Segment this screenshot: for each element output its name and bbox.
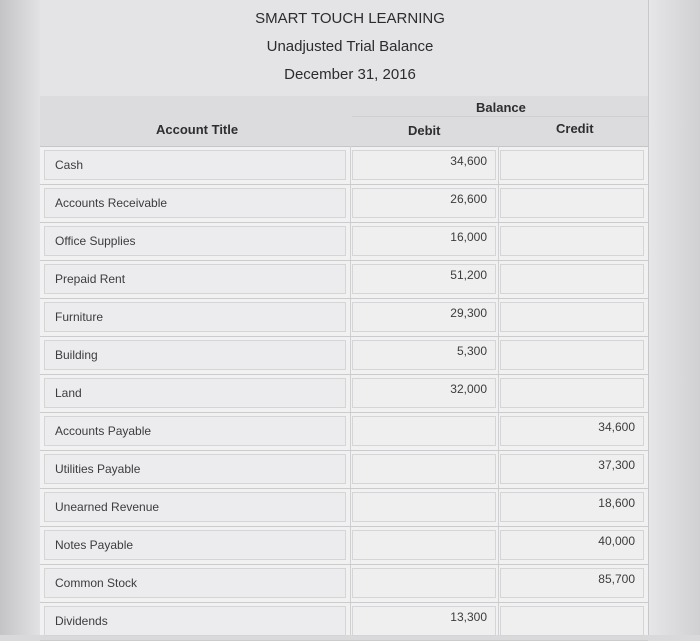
table-row: [40, 602, 648, 641]
credit-cell[interactable]: [500, 302, 644, 332]
table-row: [40, 450, 648, 489]
debit-cell[interactable]: [352, 378, 496, 408]
debit-cell[interactable]: [352, 264, 496, 294]
account-title-text: Accounts Receivable: [55, 196, 168, 210]
debit-amount: 13,300: [450, 610, 487, 624]
account-title-text: Common Stock: [55, 576, 138, 590]
credit-amount: 37,300: [598, 458, 635, 472]
credit-cell[interactable]: [500, 416, 644, 446]
credit-cell[interactable]: [500, 264, 644, 294]
table-row: [40, 564, 648, 603]
debit-cell[interactable]: [352, 454, 496, 484]
credit-cell[interactable]: [500, 226, 644, 256]
report-name: Unadjusted Trial Balance: [266, 38, 434, 55]
credit-amount: 18,600: [598, 496, 635, 510]
debit-amount: 16,000: [450, 230, 487, 244]
table-row: [40, 374, 648, 413]
credit-cell[interactable]: [500, 530, 644, 560]
table-row: [40, 222, 648, 261]
table-row: [40, 260, 648, 299]
debit-amount: 34,600: [450, 154, 487, 168]
debit-amount: 51,200: [450, 268, 487, 282]
debit-cell[interactable]: [352, 530, 496, 560]
account-title-text: Office Supplies: [55, 234, 136, 248]
account-title-text: Accounts Payable: [55, 424, 152, 438]
account-title-cell[interactable]: [44, 568, 346, 598]
account-title-cell[interactable]: [44, 264, 346, 294]
debit-amount: 29,300: [450, 306, 487, 320]
account-title-cell[interactable]: [44, 226, 346, 256]
account-title-text: Furniture: [55, 310, 104, 324]
credit-amount: 85,700: [598, 572, 635, 586]
credit-cell[interactable]: [500, 378, 644, 408]
table-row: [40, 184, 648, 223]
debit-cell[interactable]: [352, 150, 496, 180]
credit-cell[interactable]: [500, 492, 644, 522]
table-row: [40, 336, 648, 375]
debit-amount: 5,300: [456, 344, 487, 358]
debit-cell[interactable]: [352, 492, 496, 522]
debit-cell[interactable]: [352, 302, 496, 332]
debit-cell[interactable]: [352, 606, 496, 636]
account-title-text: Building: [55, 348, 98, 362]
header-balance: Balance: [476, 100, 526, 115]
column-header-row: [40, 96, 648, 147]
account-title-cell[interactable]: [44, 492, 346, 522]
debit-cell[interactable]: [352, 340, 496, 370]
company-name: SMART TOUCH LEARNING: [255, 10, 445, 27]
header-account-title: Account Title: [156, 122, 239, 137]
table-row: [40, 412, 648, 451]
page-edge-left: [0, 0, 40, 635]
account-title-cell[interactable]: [44, 606, 346, 636]
account-title-cell[interactable]: [44, 340, 346, 370]
account-title-cell[interactable]: [44, 416, 346, 446]
header-debit: Debit: [408, 123, 441, 138]
credit-cell[interactable]: [500, 606, 644, 636]
debit-cell[interactable]: [352, 226, 496, 256]
account-title-cell[interactable]: [44, 454, 346, 484]
debit-cell[interactable]: [352, 416, 496, 446]
account-title-cell[interactable]: [44, 378, 346, 408]
account-title-text: Dividends: [55, 614, 108, 628]
account-title-cell[interactable]: [44, 150, 346, 180]
report-date: December 31, 2016: [284, 66, 416, 83]
table-row: [40, 526, 648, 565]
debit-amount: 32,000: [450, 382, 487, 396]
table-row: [40, 146, 648, 185]
header-credit: Credit: [556, 121, 594, 136]
table-row: [40, 488, 648, 527]
credit-amount: 40,000: [598, 534, 635, 548]
trial-balance-sheet: [40, 0, 648, 635]
debit-cell[interactable]: [352, 568, 496, 598]
account-title-text: Notes Payable: [55, 538, 134, 552]
credit-cell[interactable]: [500, 188, 644, 218]
credit-cell[interactable]: [500, 568, 644, 598]
account-title-cell[interactable]: [44, 530, 346, 560]
credit-cell[interactable]: [500, 150, 644, 180]
balance-divider: [352, 116, 648, 117]
account-title-text: Unearned Revenue: [55, 500, 160, 514]
credit-cell[interactable]: [500, 454, 644, 484]
account-title-text: Prepaid Rent: [55, 272, 126, 286]
account-title-text: Cash: [55, 158, 84, 172]
credit-cell[interactable]: [500, 340, 644, 370]
debit-cell[interactable]: [352, 188, 496, 218]
title-block: [40, 0, 648, 96]
account-title-text: Land: [55, 386, 82, 400]
account-title-cell[interactable]: [44, 302, 346, 332]
debit-amount: 26,600: [450, 192, 487, 206]
account-title-text: Utilities Payable: [55, 462, 141, 476]
table-row: [40, 298, 648, 337]
account-title-cell[interactable]: [44, 188, 346, 218]
page-edge-right: [648, 0, 700, 635]
credit-amount: 34,600: [598, 420, 635, 434]
